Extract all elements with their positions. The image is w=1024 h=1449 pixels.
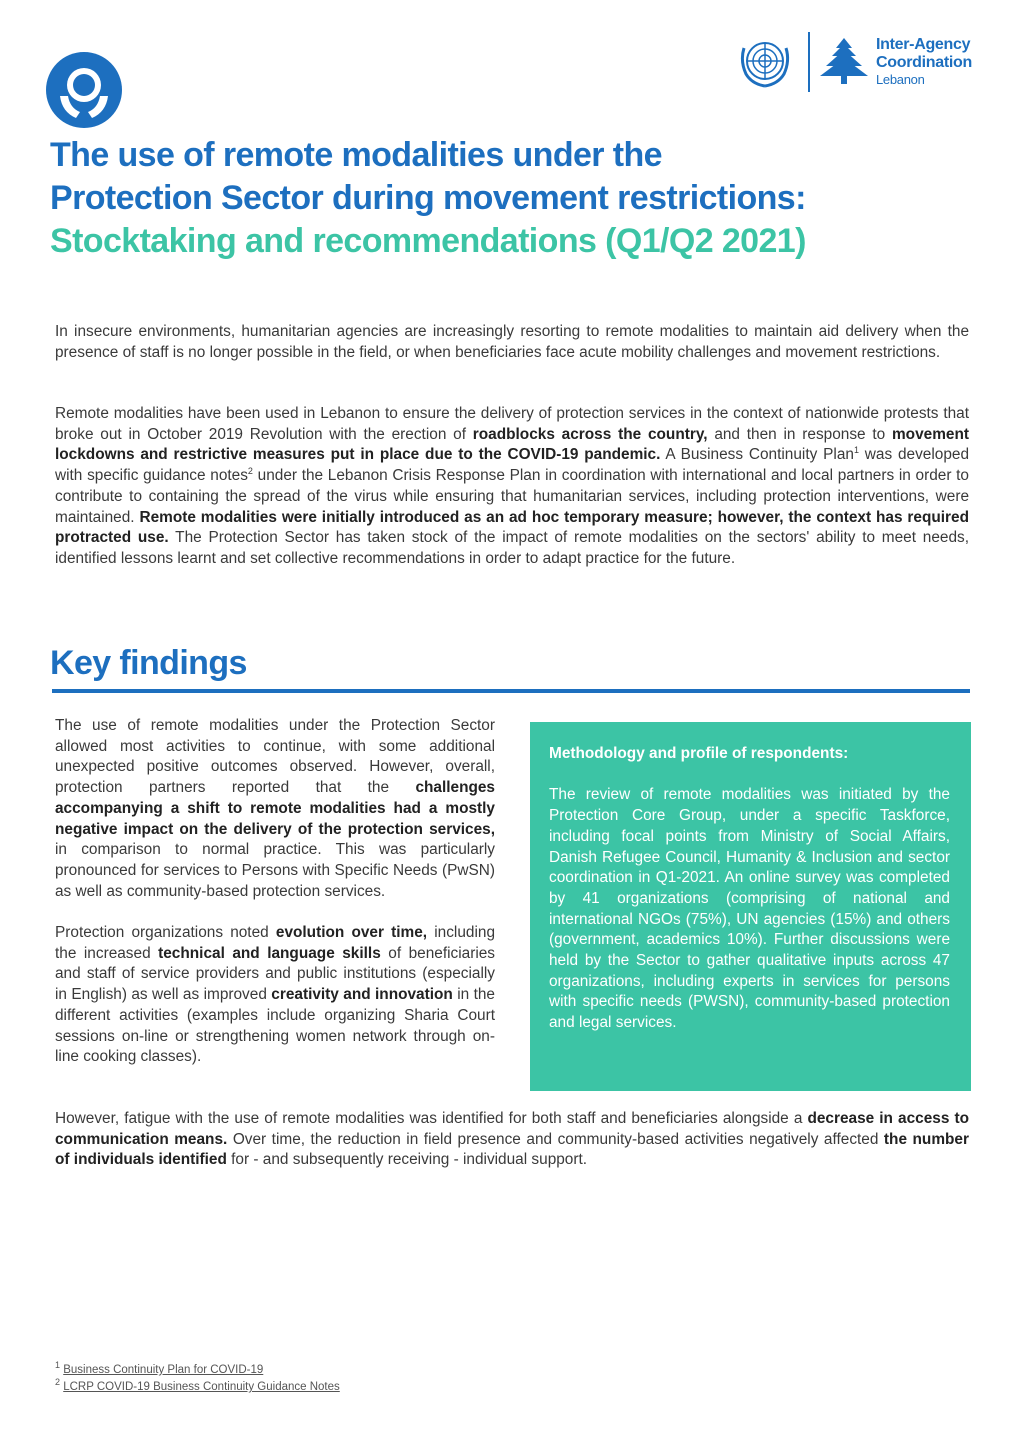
bold-text-run: creativity and innovation (271, 986, 453, 1004)
key-findings-paragraph-3 (55, 1109, 969, 1171)
key-findings-paragraph-1 (55, 716, 495, 902)
intro-paragraph-2 (55, 404, 969, 570)
footnote-2-link[interactable]: LCRP COVID-19 Business Continuity Guidance Notes (63, 1381, 340, 1393)
footnote-ref-1[interactable]: 1 (853, 445, 859, 456)
intro-paragraph-1: In insecure environments, humanitarian agencies are increasingly resorting to remote modalities to maintain aid delivery when the presence of staff is no longer possible in the field, or when beneficiaries face acute mobility challenges and movement restrictions. (55, 323, 969, 361)
text-run: was developed with specific guidance notes (55, 446, 970, 485)
text-run: in comparison to normal practice. This was particularly pronounced for services to Persons with Specific Needs (PwSN) as well as community-based protection services. (55, 841, 495, 900)
logo-divider (808, 32, 810, 92)
iac-line-3: Lebanon (876, 72, 925, 87)
section-divider (52, 689, 970, 693)
text-run: The Protection Sector has taken stock of the impact of remote modalities on the sectors' ability to meet needs, identified lessons learnt and set collective recommendations in order to adapt practice for the future. (55, 529, 969, 567)
methodology-body: The review of remote modalities was initiated by the Protection Core Group, under a specific Taskforce, including focal points from Ministry of Social Affairs, Danish Refugee Council, Humanity & Inclusion and sector coordination in Q1-2021. An online survey was completed by 41 organizations (comprising of national and international NGOs (75%), UN agencies (15%) and others (government, academics 10%). Further discussions were held by the Sector to gather qualitative inputs across 47 organizations, including experts in services for persons with specific needs (PWSN), community-based protection and legal services. (549, 786, 950, 1032)
text-run: A Business Continuity Plan (660, 446, 854, 464)
iac-wordmark (876, 36, 972, 87)
footnote-1-link[interactable]: Business Continuity Plan for COVID-19 (63, 1364, 264, 1376)
bold-text-run: challenges accompanying a shift to remote modalities had a mostly negative impact on the delivery of the protection services, (55, 779, 495, 838)
text-run: of beneficiaries and staff of service providers and public institutions (especially in English) as well as improved (55, 944, 495, 1004)
methodology-box (530, 722, 971, 1091)
un-emblem-icon (738, 34, 792, 88)
footnote-number: 1 (55, 1360, 61, 1371)
key-findings-paragraph-2 (55, 923, 495, 1068)
text-run: However, fatigue with the use of remote modalities was identified for both staff and beneficiaries alongside a (55, 1110, 808, 1127)
title-line-3: Stocktaking and recommendations (Q1/Q2 2021) (50, 222, 806, 260)
footnotes (55, 1362, 340, 1396)
text-run: Remote modalities have been used in Lebanon to ensure the delivery of protection services in the context of nationwide protests that broke out in October 2019 Revolution with the erection of (55, 405, 969, 443)
text-run: Protection organizations noted (55, 924, 276, 942)
text-run: Over time, the reduction in field presence and community-based activities negatively affected (227, 1130, 884, 1148)
title-line-2: Protection Sector during movement restrictions: (50, 179, 806, 217)
bold-text-run: Remote modalities were initially introduced as an ad hoc temporary measure; however, the context has required protracted use. (55, 508, 969, 547)
bold-text-run: roadblocks across the country, (472, 425, 708, 443)
footnote-number: 2 (55, 1377, 61, 1388)
bold-text-run: movement lockdowns and restrictive measures put in place due to the COVID-19 pandemic. (55, 425, 969, 464)
iac-line-1: Inter-Agency (876, 36, 971, 53)
text-run: in the different activities (examples include organizing Sharia Court sessions on-line or strengthening women network through on-line cooking classes). (55, 986, 495, 1066)
footnote-1 (55, 1362, 340, 1379)
title-line-1: The use of remote modalities under the (50, 136, 662, 174)
bold-text-run: decrease in access to communication means. (55, 1110, 969, 1148)
text-run: The use of remote modalities under the Protection Sector allowed most activities to continue, with some additional unexpected positive outcomes observed. However, overall, protection partners reported that the (55, 717, 495, 797)
cedar-tree-icon (818, 36, 870, 86)
page-title (50, 134, 990, 263)
footnote-ref-2[interactable]: 2 (247, 465, 253, 476)
inter-agency-coordination-logo (738, 32, 988, 94)
key-findings-heading: Key findings (50, 644, 247, 682)
key-findings-left-column (55, 716, 495, 1068)
text-run: for - and subsequently receiving - individual support. (226, 1151, 588, 1169)
iac-line-2: Coordination (876, 54, 972, 71)
methodology-title: Methodology and profile of respondents: (549, 745, 849, 762)
bold-text-run: technical and language skills (158, 944, 381, 962)
text-run: and then in response to (707, 425, 892, 443)
bold-text-run: evolution over time, (275, 924, 428, 942)
protection-sector-logo (46, 52, 122, 128)
text-run: including the increased (55, 924, 496, 962)
text-run: under the Lebanon Crisis Response Plan in coordination with international and local partners in order to contribute to containing the spread of the virus while ensuring that humanitarian services, including protection interventions, were maintained. (55, 467, 969, 526)
bold-text-run: the number of individuals identified (55, 1130, 969, 1169)
footnote-2 (55, 1379, 340, 1396)
